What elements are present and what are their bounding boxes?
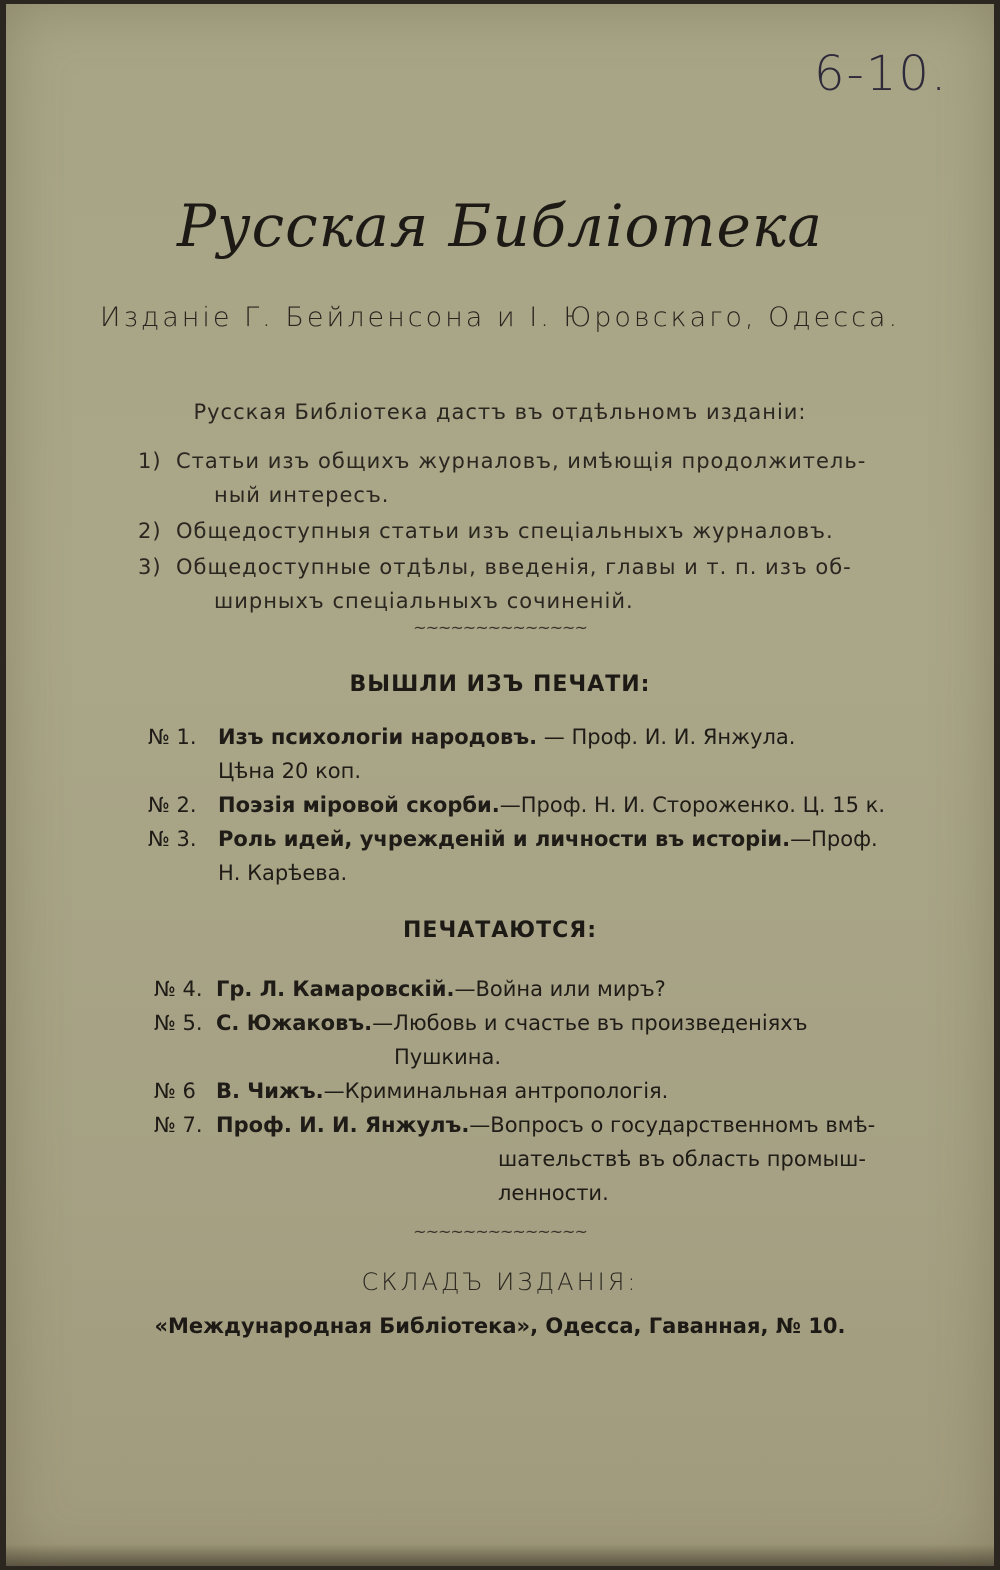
list-item bbox=[148, 822, 918, 890]
item-title: Поэзія міровой скорби. bbox=[218, 793, 500, 817]
program-list bbox=[138, 444, 878, 620]
item-desc-cont: Пушкина. bbox=[394, 1045, 502, 1069]
item-desc: —Криминальная антропологія. bbox=[323, 1079, 669, 1103]
program-item-text: Статьи изъ общихъ журналовъ, имѣющія продолжитель- bbox=[176, 449, 867, 473]
item-desc-cont: Н. Карѣева. bbox=[218, 861, 348, 885]
page-title: Русская Библіотека bbox=[176, 192, 823, 260]
item-desc-cont: шательствѣ въ область промыш- bbox=[498, 1147, 866, 1171]
item-number: № 7. bbox=[154, 1113, 203, 1137]
program-intro: Русская Библіотека дастъ въ отдѣльномъ изданіи: bbox=[193, 400, 807, 424]
list-item bbox=[148, 720, 918, 788]
program-item-number: 2) bbox=[138, 519, 162, 543]
item-number: № 5. bbox=[154, 1011, 203, 1035]
ornamental-divider: ~~~~~~~~~~~~~~ bbox=[413, 618, 587, 637]
program-item bbox=[138, 514, 878, 548]
item-desc: —Проф. bbox=[790, 827, 878, 851]
program-item-text: Общедоступные отдѣлы, введенія, главы и т. п. изъ об- bbox=[176, 555, 852, 579]
worn-bottom-edge bbox=[6, 1544, 994, 1566]
item-number: № 6 bbox=[154, 1079, 196, 1103]
item-desc: —Любовь и счастье въ произведеніяхъ bbox=[372, 1011, 808, 1035]
list-item bbox=[154, 972, 924, 1006]
item-desc: —Проф. Н. И. Стороженко. Ц. 15 к. bbox=[499, 793, 885, 817]
program-item-text-cont: ный интересъ. bbox=[214, 483, 390, 507]
program-item-text: Общедоступныя статьи изъ спеціальныхъ журналовъ. bbox=[176, 519, 834, 543]
program-item-text-cont: ширныхъ спеціальныхъ сочиненій. bbox=[214, 589, 634, 613]
item-author: Проф. И. И. Янжулъ. bbox=[216, 1113, 470, 1137]
program-item-number: 3) bbox=[138, 555, 162, 579]
item-author: В. Чижъ. bbox=[216, 1079, 324, 1103]
list-item bbox=[154, 1108, 924, 1210]
ornamental-divider: ~~~~~~~~~~~~~~ bbox=[413, 1222, 587, 1241]
item-desc-cont: ленности. bbox=[498, 1181, 609, 1205]
printing-list bbox=[154, 972, 924, 1210]
handwritten-shelf-mark: 6-10. bbox=[814, 46, 949, 102]
warehouse-heading: СКЛАДЪ ИЗДАНІЯ: bbox=[361, 1268, 639, 1296]
publisher-line: Изданіе Г. Бейленсона и І. Юровскаго, Одесса. bbox=[99, 302, 901, 333]
program-item bbox=[138, 550, 878, 618]
program-item bbox=[138, 444, 878, 512]
item-author: Гр. Л. Камаровскій. bbox=[216, 977, 455, 1001]
item-desc-cont: Цѣна 20 коп. bbox=[218, 759, 362, 783]
list-item bbox=[148, 788, 918, 822]
item-number: № 4. bbox=[154, 977, 203, 1001]
item-number: № 3. bbox=[148, 827, 197, 851]
item-title: Роль идей, учрежденій и личности въ исторіи. bbox=[218, 827, 791, 851]
program-item-number: 1) bbox=[138, 449, 162, 473]
published-list bbox=[148, 720, 918, 890]
published-heading: ВЫШЛИ ИЗЪ ПЕЧАТИ: bbox=[349, 672, 651, 697]
item-number: № 1. bbox=[148, 725, 197, 749]
printing-heading: ПЕЧАТАЮТСЯ: bbox=[403, 918, 597, 943]
list-item bbox=[154, 1006, 924, 1074]
list-item bbox=[154, 1074, 924, 1108]
item-desc: —Вопросъ о государственномъ вмѣ- bbox=[469, 1113, 876, 1137]
item-author: С. Южаковъ. bbox=[216, 1011, 373, 1035]
item-number: № 2. bbox=[148, 793, 197, 817]
item-title: Изъ психологіи народовъ. bbox=[218, 725, 538, 749]
page-sheet bbox=[6, 4, 994, 1566]
warehouse-address: «Международная Библіотека», Одесса, Гаванная, № 10. bbox=[154, 1314, 846, 1338]
item-desc: — Проф. И. И. Янжула. bbox=[537, 725, 796, 749]
item-desc: —Война или миръ? bbox=[454, 977, 666, 1001]
